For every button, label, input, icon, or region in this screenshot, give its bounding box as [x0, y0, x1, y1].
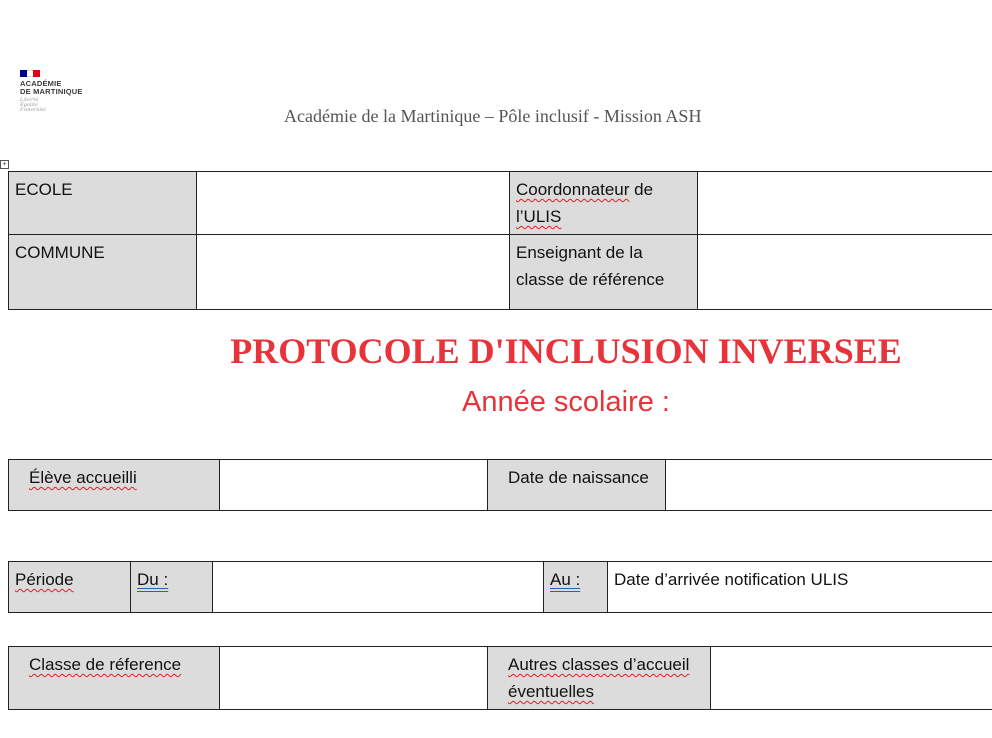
notification-cell[interactable] [608, 562, 992, 613]
coordinator-label-word: Coordonnateur [516, 180, 630, 199]
student-field[interactable] [220, 460, 488, 511]
logo-motto [20, 98, 46, 113]
table-row [9, 460, 992, 511]
period-label-cell [9, 562, 131, 613]
academie-logo [18, 66, 98, 122]
school-label-cell [9, 172, 197, 235]
coordinator-field[interactable] [698, 172, 992, 235]
motto-fraternite: Fraternité [20, 107, 46, 113]
town-label: COMMUNE [15, 243, 105, 262]
logo-title [20, 80, 83, 96]
notification-label: Date d’arrivée notification ULIS [614, 570, 849, 589]
school-label: ECOLE [15, 180, 73, 199]
teacher-label-cell [510, 235, 698, 310]
to-label: Au : [550, 570, 581, 589]
table-row [9, 172, 992, 235]
logo-title-line-2: DE MARTINIQUE [20, 87, 83, 96]
period-table [8, 561, 992, 613]
table-row [9, 235, 992, 310]
table-move-handle-icon[interactable]: + [0, 160, 9, 169]
town-field[interactable] [197, 235, 510, 310]
teacher-field[interactable] [698, 235, 992, 310]
teacher-label: Enseignant de la classe de référence [516, 243, 665, 289]
from-label: Du : [137, 570, 169, 589]
classes-table [8, 646, 992, 710]
birthdate-label: Date de naissance [508, 468, 649, 487]
school-info-table [8, 171, 992, 310]
town-label-cell [9, 235, 197, 310]
class-field[interactable] [220, 647, 488, 710]
period-label: Période [15, 570, 74, 589]
page-header: Académie de la Martinique – Pôle inclusif - Mission ASH [284, 106, 702, 126]
coordinator-label-ulis: l’ULIS [516, 207, 562, 226]
motto-liberte: Liberté [20, 97, 39, 103]
table-row [9, 647, 992, 710]
marianne-flag-icon [20, 70, 40, 77]
table-row [9, 562, 992, 613]
birthdate-field[interactable] [666, 460, 992, 511]
student-table [8, 459, 992, 511]
student-label-cell [9, 460, 220, 511]
coordinator-label-de: de [629, 180, 654, 199]
student-label: Élève accueilli [29, 468, 137, 487]
coordinator-label-cell [510, 172, 698, 235]
class-label-cell [9, 647, 220, 710]
document-title: PROTOCOLE D'INCLUSION INVERSEE [230, 331, 902, 371]
logo-title-line-1: ACADÉMIE [20, 79, 62, 88]
school-year-label: Année scolaire : [462, 386, 670, 418]
birthdate-label-cell [488, 460, 666, 511]
period-from-field[interactable] [213, 562, 544, 613]
motto-egalite: Égalité [20, 102, 38, 108]
from-label-cell [131, 562, 213, 613]
other-classes-label: Autres classes d’accueil éventuelles [508, 655, 690, 701]
class-label: Classe de réference [29, 655, 182, 674]
to-label-cell [544, 562, 608, 613]
school-field[interactable] [197, 172, 510, 235]
other-classes-label-cell [488, 647, 711, 710]
other-classes-field[interactable] [711, 647, 992, 710]
